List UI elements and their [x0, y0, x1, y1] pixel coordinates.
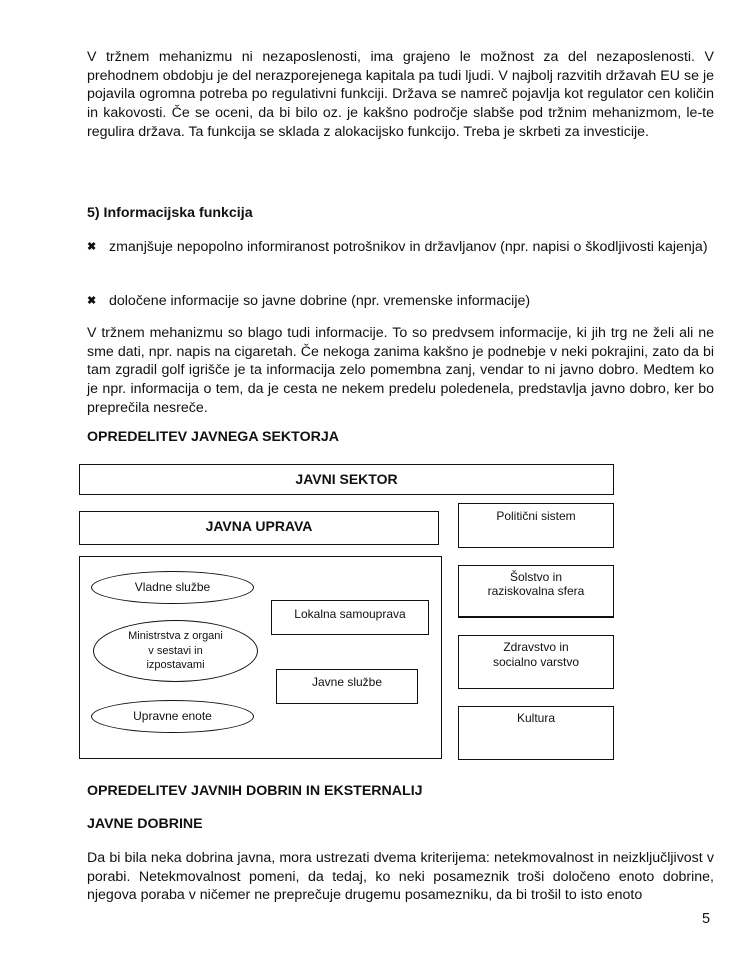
- diagram-ellipse-label: Upravne enote: [133, 709, 212, 724]
- diagram-box-politicni-sistem: [458, 503, 614, 548]
- section-heading-public-goods-externalities: OPREDELITEV JAVNIH DOBRIN IN EKSTERNALIJ: [87, 783, 423, 799]
- diagram-box-javna-uprava: [79, 511, 439, 545]
- public-goods-paragraph: Da bi bila neka dobrina javna, mora ustrezati dvema kriterijema: netekmovalnost in neizključljivost v porabi. Netekmovalnost pomeni, da tedaj, ko neki posameznik troši določeno enoto dobrine, njegova poraba v ničemer ne preprečuje drugemu posamezniku, da bi trošil to isto enoto: [87, 850, 714, 904]
- diagram-ellipse-label: Ministrstva z organi: [128, 630, 223, 643]
- diagram-ellipse-label: Vladne službe: [134, 580, 211, 595]
- section-heading-information-function: 5) Informacijska funkcija: [87, 205, 253, 221]
- diagram-box-kultura: [458, 706, 614, 760]
- information-paragraph: V tržnem mehanizmu so blago tudi informacije. To so predvsem informacije, ki jih trg ne želi ali ne sme dati, npr. napis na cigaretah. Če nekoga zanima kakšno je podnebje v neki pokrajini, zato da bi tam zgradil golf igrišče je ta informacija zelo pomembna zanj, vendar to ni javno dobro. Medtem ko je npr. informacija o tem, da je cesta ne nekem predelu poledenela, predstavlja javno dobro, ker bo preprečila nesreče.: [87, 325, 714, 416]
- diagram-box-label: JAVNA UPRAVA: [205, 518, 313, 534]
- diagram-box-label: raziskovalna sfera: [487, 584, 585, 598]
- list-item: [87, 292, 714, 311]
- section-heading-public-sector: OPREDELITEV JAVNEGA SEKTORJA: [87, 429, 340, 445]
- intro-paragraph: V tržnem mehanizmu ni nezaposlenosti, ima grajeno le možnost za del nezaposlenosti. V prehodnem obdobju je del nerazporejenega kapitala pa tudi ljudi. V najbolj razvitih državah EU se je pojavila ogromna potreba po regulativni funkciji. Država se namreč pojavlja kot regulator cen količin in kakovosti. Če se oceni, da bi bilo oz. je kakšno področje slabše pod tržnim mehanizmom, le-te regulira država. Ta funkcija se sklada z alokacijsko funkcijo. Treba je skrbeti za investicije.: [87, 49, 714, 140]
- diagram-box-lokalna-samouprava: [271, 600, 429, 635]
- diagram-box-solstvo: [458, 565, 614, 618]
- diagram-ellipse-label: izpostavami: [146, 659, 205, 672]
- section-subheading-public-goods: JAVNE DOBRINE: [87, 816, 203, 832]
- diagram-ellipse-ministrstva: [93, 620, 258, 682]
- diagram-box-label: Politični sistem: [496, 509, 576, 523]
- diagram-box-label: Šolstvo in: [509, 570, 563, 584]
- diagram-box-label: socialno varstvo: [492, 655, 580, 669]
- diagram-box-javne-sluzbe: [276, 669, 418, 704]
- diagram-ellipse-upravne-enote: [91, 700, 254, 733]
- diagram-box-zdravstvo: [458, 635, 614, 689]
- diagram-box-label: Lokalna samouprava: [294, 607, 406, 621]
- list-item-text: zmanjšuje nepopolno informiranost potrošnikov in državljanov (npr. napisi o škodljivosti kajenja): [109, 239, 708, 255]
- diagram-box-label: Javne službe: [311, 675, 383, 689]
- list-item: [87, 238, 714, 257]
- diagram-ellipse-vladne-sluzbe: [91, 571, 254, 604]
- x-mark-icon: ✖: [87, 241, 97, 253]
- diagram-ellipse-label: v sestavi in: [148, 644, 203, 657]
- diagram-box-javni-sektor: [79, 464, 614, 495]
- diagram-box-label: Zdravstvo in: [503, 640, 569, 654]
- diagram-box-label: JAVNI SEKTOR: [295, 471, 398, 487]
- page-number: 5: [702, 911, 711, 927]
- diagram-box-label: Kultura: [516, 711, 556, 725]
- x-mark-icon: ✖: [87, 295, 97, 307]
- list-item-text: določene informacije so javne dobrine (npr. vremenske informacije): [109, 293, 531, 309]
